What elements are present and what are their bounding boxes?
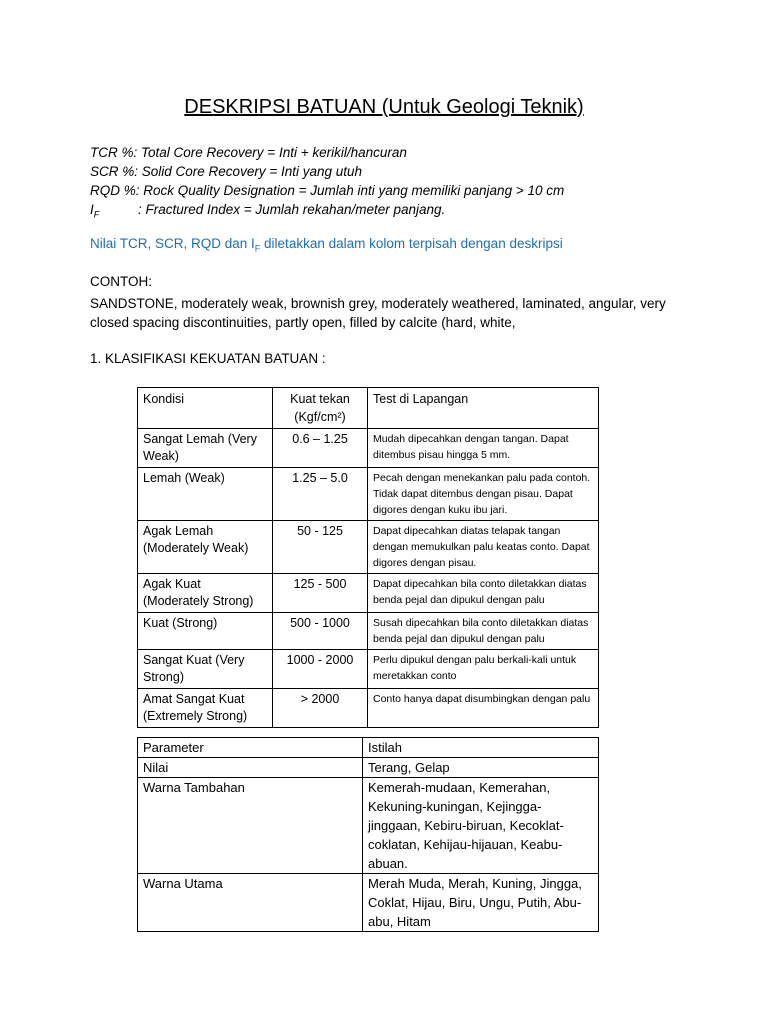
cell-kuat: 1000 - 2000: [273, 650, 368, 689]
cell-parameter: Warna Utama: [138, 874, 363, 932]
note-text-after: diletakkan dalam kolom terpisah dengan deskripsi: [260, 236, 563, 251]
definition-text: : Fractured Index = Jumlah rekahan/meter panjang.: [138, 202, 446, 217]
contoh-heading: CONTOH:: [90, 274, 153, 289]
table-header-row: [138, 738, 599, 758]
table-row: [138, 574, 599, 613]
cell-kondisi: Agak Lemah (Moderately Weak): [138, 521, 273, 574]
cell-parameter: Nilai: [138, 758, 363, 778]
definition-symbol: TCR %: [90, 145, 134, 160]
cell-kuat: 125 - 500: [273, 574, 368, 613]
cell-test: Pecah dengan menekankan palu pada contoh. Tidak dapat ditembus dengan pisau. Dapat digores dengan kuku ibu jari.: [368, 468, 599, 521]
cell-test: Dapat dipecahkan bila conto diletakkan diatas benda pejal dan dipukul dengan palu: [368, 574, 599, 613]
definition-text: : Total Core Recovery = Inti + kerikil/hancuran: [133, 145, 407, 160]
header-kondisi: Kondisi: [138, 388, 273, 429]
strength-table: [137, 387, 599, 728]
cell-kondisi: Agak Kuat (Moderately Strong): [138, 574, 273, 613]
definition-text: : Solid Core Recovery = Inti yang utuh: [134, 164, 363, 179]
symbol-subscript: F: [93, 209, 100, 220]
cell-test: Perlu dipukul dengan palu berkali-kali untuk meretakkan conto: [368, 650, 599, 689]
cell-test: Dapat dipecahkan diatas telapak tangan dengan memukulkan palu keatas conto. Dapat digores dengan pisau.: [368, 521, 599, 574]
cell-kondisi: Lemah (Weak): [138, 468, 273, 521]
cell-kuat: > 2000: [273, 689, 368, 728]
definitions-list: [90, 143, 564, 225]
table-row: [138, 429, 599, 468]
cell-kondisi: Sangat Lemah (Very Weak): [138, 429, 273, 468]
header-kuat-tekan: Kuat tekan (Kgf/cm²): [273, 388, 368, 429]
cell-kuat: 1.25 – 5.0: [273, 468, 368, 521]
definition-symbol: RQD %: [90, 183, 136, 198]
table-row: [138, 613, 599, 650]
table-row: [138, 650, 599, 689]
table-row: [138, 689, 599, 728]
cell-test: Mudah dipecahkan dengan tangan. Dapat ditembus pisau hingga 5 mm.: [368, 429, 599, 468]
definition-text: : Rock Quality Designation = Jumlah inti yang memiliki panjang > 10 cm: [135, 183, 565, 198]
cell-test: Conto hanya dapat disumbingkan dengan palu: [368, 689, 599, 728]
blue-note: [90, 236, 563, 254]
table-row: [138, 468, 599, 521]
cell-kondisi: Amat Sangat Kuat (Extremely Strong): [138, 689, 273, 728]
cell-kuat: 500 - 1000: [273, 613, 368, 650]
symbol-main: I: [90, 202, 94, 217]
definition-if: [90, 200, 564, 225]
cell-parameter: Warna Tambahan: [138, 778, 363, 874]
cell-kuat: 50 - 125: [273, 521, 368, 574]
definition-scr: [90, 162, 564, 181]
header-parameter: Parameter: [138, 738, 363, 758]
cell-istilah: Merah Muda, Merah, Kuning, Jingga, Coklat, Hijau, Biru, Ungu, Putih, Abu-abu, Hitam: [363, 874, 599, 932]
header-test: Test di Lapangan: [368, 388, 599, 429]
contoh-body: SANDSTONE, moderately weak, brownish grey, moderately weathered, laminated, angular, very closed spacing discontinuities, partly open, filled by calcite (hard, white,: [90, 296, 666, 330]
table-row: [138, 521, 599, 574]
cell-test: Susah dipecahkan bila conto diletakkan diatas benda pejal dan dipukul dengan palu: [368, 613, 599, 650]
cell-kuat: 0.6 – 1.25: [273, 429, 368, 468]
cell-kondisi: Sangat Kuat (Very Strong): [138, 650, 273, 689]
definition-tcr: [90, 143, 564, 162]
cell-istilah: Terang, Gelap: [363, 758, 599, 778]
definition-symbol: [90, 200, 138, 225]
note-text-before: Nilai TCR, SCR, RQD dan I: [90, 236, 255, 251]
table-row: [138, 778, 599, 874]
cell-istilah: Kemerah-mudaan, Kemerahan, Kekuning-kuningan, Kejingga-jinggaan, Kebiru-biruan, Kecoklat-coklatan, Kehijau-hijauan, Keabu-abuan.: [363, 778, 599, 874]
header-istilah: Istilah: [363, 738, 599, 758]
definition-symbol: SCR %: [90, 164, 135, 179]
table-header-row: [138, 388, 599, 429]
table-row: [138, 758, 599, 778]
definition-rqd: [90, 181, 564, 200]
table-row: [138, 874, 599, 932]
cell-kondisi: Kuat (Strong): [138, 613, 273, 650]
section-heading: 1. KLASIFIKASI KEKUATAN BATUAN :: [90, 351, 326, 366]
parameter-table: [137, 737, 599, 932]
page-title: DESKRIPSI BATUAN (Untuk Geologi Teknik): [184, 96, 584, 118]
note-subscript: F: [254, 243, 261, 254]
